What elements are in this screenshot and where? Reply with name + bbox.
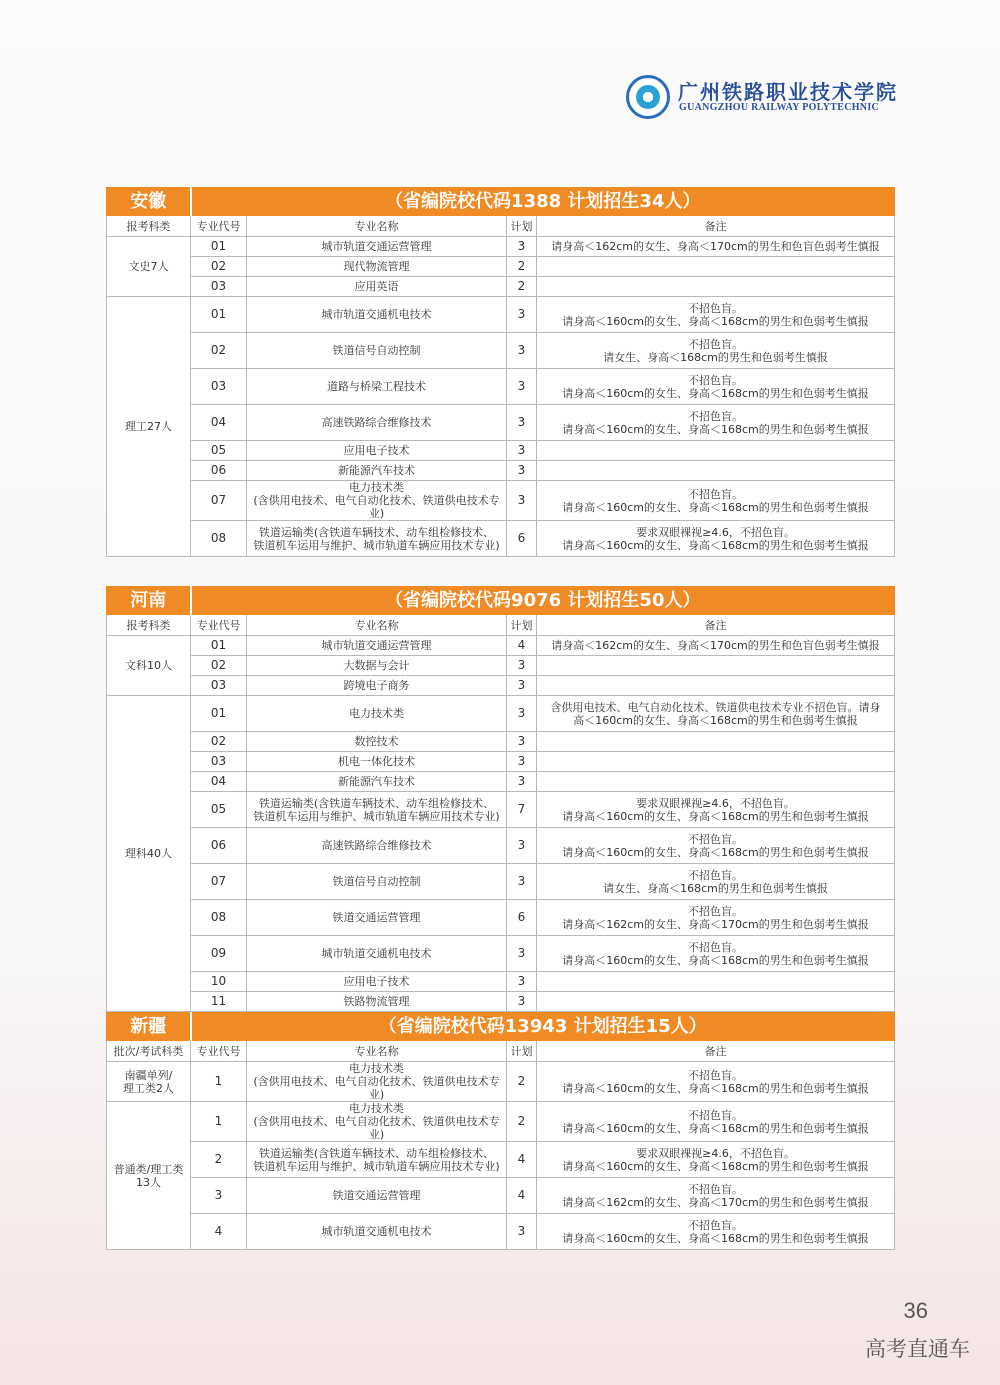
remarks (537, 972, 895, 992)
major-code: 06 (191, 828, 247, 864)
table-row (107, 1102, 895, 1142)
province-table (106, 187, 895, 557)
major-code: 03 (191, 676, 247, 696)
major-name: 电力技术类 (含供用电技术、电气自动化技术、铁道供电技术专业) (247, 481, 507, 521)
table-row (107, 405, 895, 441)
plan-count: 4 (507, 1178, 537, 1214)
section-title: （省编院校代码9076 计划招生50人） (191, 587, 895, 615)
table-row (107, 676, 895, 696)
remarks: 不招色盲。 请身高＜160cm的女生、身高＜168cm的男生和色弱考生慎报 (537, 481, 895, 521)
major-code: 02 (191, 656, 247, 676)
major-name: 新能源汽车技术 (247, 772, 507, 792)
major-name: 铁道运输类(含铁道车辆技术、动车组检修技术、 铁道机车运用与维护、城市轨道车辆应用技术专业) (247, 521, 507, 557)
remarks: 不招色盲。 请身高＜160cm的女生、身高＜168cm的男生和色弱考生慎报 (537, 1214, 895, 1250)
province-table (106, 586, 895, 1012)
table-row (107, 772, 895, 792)
major-code: 11 (191, 992, 247, 1012)
table-row (107, 972, 895, 992)
table-row (107, 461, 895, 481)
column-header: 专业代号 (191, 1041, 247, 1062)
major-name: 城市轨道交通运营管理 (247, 237, 507, 257)
major-code: 1 (191, 1102, 247, 1142)
plan-count: 3 (507, 461, 537, 481)
plan-count: 3 (507, 405, 537, 441)
remarks: 请身高＜162cm的女生、身高＜170cm的男生和色盲色弱考生慎报 (537, 237, 895, 257)
remarks: 不招色盲。 请身高＜162cm的女生、身高＜170cm的男生和色弱考生慎报 (537, 1178, 895, 1214)
remarks: 不招色盲。 请身高＜160cm的女生、身高＜168cm的男生和色弱考生慎报 (537, 936, 895, 972)
major-name: 城市轨道交通机电技术 (247, 936, 507, 972)
major-name: 高速铁路综合维修技术 (247, 405, 507, 441)
province-name: 新疆 (107, 1013, 191, 1041)
table-row (107, 992, 895, 1012)
remarks: 请身高＜162cm的女生、身高＜170cm的男生和色盲色弱考生慎报 (537, 636, 895, 656)
remarks (537, 257, 895, 277)
plan-count: 3 (507, 1214, 537, 1250)
major-code: 08 (191, 521, 247, 557)
table-row (107, 1178, 895, 1214)
major-name: 电力技术类 (247, 696, 507, 732)
column-header: 计划 (507, 216, 537, 237)
major-code: 01 (191, 696, 247, 732)
category-cell: 普通类/理工类 13人 (107, 1102, 191, 1250)
column-header: 备注 (537, 216, 895, 237)
remarks: 不招色盲。 请女生、身高＜168cm的男生和色弱考生慎报 (537, 864, 895, 900)
major-code: 03 (191, 277, 247, 297)
major-name: 铁路物流管理 (247, 992, 507, 1012)
plan-count: 7 (507, 792, 537, 828)
plan-count: 3 (507, 696, 537, 732)
major-code: 03 (191, 752, 247, 772)
plan-count: 3 (507, 864, 537, 900)
major-name: 机电一体化技术 (247, 752, 507, 772)
school-emblem-icon (626, 75, 670, 119)
plan-count: 4 (507, 636, 537, 656)
table-row (107, 696, 895, 732)
table-row (107, 441, 895, 461)
major-code: 2 (191, 1142, 247, 1178)
table-row (107, 864, 895, 900)
table-row (107, 828, 895, 864)
column-header: 计划 (507, 1041, 537, 1062)
major-name: 大数据与会计 (247, 656, 507, 676)
column-header: 专业名称 (247, 615, 507, 636)
remarks: 不招色盲。 请身高＜160cm的女生、身高＜168cm的男生和色弱考生慎报 (537, 405, 895, 441)
major-code: 09 (191, 936, 247, 972)
major-code: 03 (191, 369, 247, 405)
remarks (537, 772, 895, 792)
major-code: 05 (191, 792, 247, 828)
section-title: （省编院校代码1388 计划招生34人） (191, 188, 895, 216)
major-code: 10 (191, 972, 247, 992)
plan-count: 6 (507, 900, 537, 936)
major-code: 01 (191, 237, 247, 257)
table-row (107, 936, 895, 972)
table-row (107, 792, 895, 828)
major-name: 铁道运输类(含铁道车辆技术、动车组检修技术、 铁道机车运用与维护、城市轨道车辆应用技术专业) (247, 792, 507, 828)
major-code: 04 (191, 405, 247, 441)
major-code: 04 (191, 772, 247, 792)
table-row (107, 732, 895, 752)
remarks (537, 277, 895, 297)
column-header: 批次/考试科类 (107, 1041, 191, 1062)
page-number: 36 (903, 1298, 928, 1323)
table-row (107, 656, 895, 676)
plan-count: 3 (507, 828, 537, 864)
major-name: 跨境电子商务 (247, 676, 507, 696)
plan-count: 3 (507, 992, 537, 1012)
section-title: （省编院校代码13943 计划招生15人） (191, 1013, 895, 1041)
category-cell: 文史7人 (107, 237, 191, 297)
remarks: 不招色盲。 请身高＜160cm的女生、身高＜168cm的男生和色弱考生慎报 (537, 297, 895, 333)
plan-count: 3 (507, 441, 537, 461)
major-code: 08 (191, 900, 247, 936)
major-code: 01 (191, 636, 247, 656)
plan-count: 3 (507, 732, 537, 752)
remarks (537, 441, 895, 461)
school-name-en: GUANGZHOU RAILWAY POLYTECHNIC (679, 102, 880, 113)
remarks: 要求双眼裸视≥4.6，不招色盲。 请身高＜160cm的女生、身高＜168cm的男生和色弱考生慎报 (537, 1142, 895, 1178)
column-header: 专业代号 (191, 615, 247, 636)
school-logo (626, 72, 896, 122)
plan-count: 3 (507, 333, 537, 369)
plan-count: 2 (507, 1062, 537, 1102)
plan-count: 3 (507, 237, 537, 257)
category-cell: 理工27人 (107, 297, 191, 557)
major-code: 05 (191, 441, 247, 461)
remarks: 不招色盲。 请身高＜160cm的女生、身高＜168cm的男生和色弱考生慎报 (537, 1062, 895, 1102)
remarks (537, 732, 895, 752)
major-name: 应用电子技术 (247, 972, 507, 992)
remarks: 不招色盲。 请身高＜160cm的女生、身高＜168cm的男生和色弱考生慎报 (537, 369, 895, 405)
major-code: 07 (191, 481, 247, 521)
remarks: 要求双眼裸视≥4.6，不招色盲。 请身高＜160cm的女生、身高＜168cm的男生和色弱考生慎报 (537, 792, 895, 828)
remarks: 要求双眼裸视≥4.6，不招色盲。 请身高＜160cm的女生、身高＜168cm的男生和色弱考生慎报 (537, 521, 895, 557)
major-name: 应用英语 (247, 277, 507, 297)
major-code: 07 (191, 864, 247, 900)
major-name: 铁道信号自动控制 (247, 333, 507, 369)
column-header: 报考科类 (107, 615, 191, 636)
table-row (107, 752, 895, 772)
table-row (107, 1062, 895, 1102)
major-name: 城市轨道交通机电技术 (247, 297, 507, 333)
major-name: 高速铁路综合维修技术 (247, 828, 507, 864)
plan-count: 3 (507, 772, 537, 792)
table-row (107, 333, 895, 369)
major-code: 4 (191, 1214, 247, 1250)
major-code: 01 (191, 297, 247, 333)
remarks: 不招色盲。 请女生、身高＜168cm的男生和色弱考生慎报 (537, 333, 895, 369)
plan-count: 3 (507, 656, 537, 676)
table-row (107, 237, 895, 257)
column-header: 专业名称 (247, 216, 507, 237)
table-row (107, 900, 895, 936)
major-name: 铁道交通运营管理 (247, 900, 507, 936)
major-code: 02 (191, 257, 247, 277)
school-name-cn: 广州铁路职业技术学院 (678, 80, 898, 104)
plan-count: 3 (507, 752, 537, 772)
column-header: 专业名称 (247, 1041, 507, 1062)
major-name: 数控技术 (247, 732, 507, 752)
remarks (537, 461, 895, 481)
remarks: 不招色盲。 请身高＜160cm的女生、身高＜168cm的男生和色弱考生慎报 (537, 828, 895, 864)
plan-count: 2 (507, 1102, 537, 1142)
remarks: 不招色盲。 请身高＜160cm的女生、身高＜168cm的男生和色弱考生慎报 (537, 1102, 895, 1142)
province-name: 安徽 (107, 188, 191, 216)
major-code: 02 (191, 333, 247, 369)
table-row (107, 257, 895, 277)
table-row (107, 297, 895, 333)
category-cell: 文科10人 (107, 636, 191, 696)
column-header: 专业代号 (191, 216, 247, 237)
column-header: 报考科类 (107, 216, 191, 237)
major-name: 电力技术类 (含供用电技术、电气自动化技术、铁道供电技术专业) (247, 1062, 507, 1102)
category-cell: 南疆单列/ 理工类2人 (107, 1062, 191, 1102)
major-name: 电力技术类 (含供用电技术、电气自动化技术、铁道供电技术专业) (247, 1102, 507, 1142)
major-name: 铁道交通运营管理 (247, 1178, 507, 1214)
plan-count: 2 (507, 277, 537, 297)
category-cell: 理科40人 (107, 696, 191, 1012)
plan-count: 6 (507, 521, 537, 557)
plan-count: 4 (507, 1142, 537, 1178)
plan-count: 3 (507, 936, 537, 972)
major-name: 现代物流管理 (247, 257, 507, 277)
remarks (537, 676, 895, 696)
province-table (106, 1012, 895, 1250)
major-code: 02 (191, 732, 247, 752)
remarks (537, 656, 895, 676)
remarks (537, 752, 895, 772)
major-name: 道路与桥梁工程技术 (247, 369, 507, 405)
major-name: 新能源汽车技术 (247, 461, 507, 481)
table-row (107, 277, 895, 297)
column-header: 备注 (537, 1041, 895, 1062)
table-row (107, 636, 895, 656)
plan-count: 3 (507, 481, 537, 521)
table-row (107, 1214, 895, 1250)
watermark-text: 高考直通车 (865, 1337, 970, 1361)
plan-count: 3 (507, 297, 537, 333)
plan-count: 3 (507, 972, 537, 992)
table-row (107, 481, 895, 521)
major-code: 06 (191, 461, 247, 481)
remarks: 含供用电技术、电气自动化技术、铁道供电技术专业不招色盲。请身 高＜160cm的女生、身高＜168cm的男生和色弱考生慎报 (537, 696, 895, 732)
major-code: 1 (191, 1062, 247, 1102)
major-name: 城市轨道交通运营管理 (247, 636, 507, 656)
column-header: 备注 (537, 615, 895, 636)
plan-count: 3 (507, 369, 537, 405)
table-row (107, 521, 895, 557)
major-code: 3 (191, 1178, 247, 1214)
remarks (537, 992, 895, 1012)
major-name: 铁道运输类(含铁道车辆技术、动车组检修技术、 铁道机车运用与维护、城市轨道车辆应用技术专业) (247, 1142, 507, 1178)
major-name: 应用电子技术 (247, 441, 507, 461)
column-header: 计划 (507, 615, 537, 636)
plan-count: 2 (507, 257, 537, 277)
table-row (107, 369, 895, 405)
major-name: 铁道信号自动控制 (247, 864, 507, 900)
plan-count: 3 (507, 676, 537, 696)
province-name: 河南 (107, 587, 191, 615)
table-row (107, 1142, 895, 1178)
major-name: 城市轨道交通机电技术 (247, 1214, 507, 1250)
remarks: 不招色盲。 请身高＜162cm的女生、身高＜170cm的男生和色弱考生慎报 (537, 900, 895, 936)
